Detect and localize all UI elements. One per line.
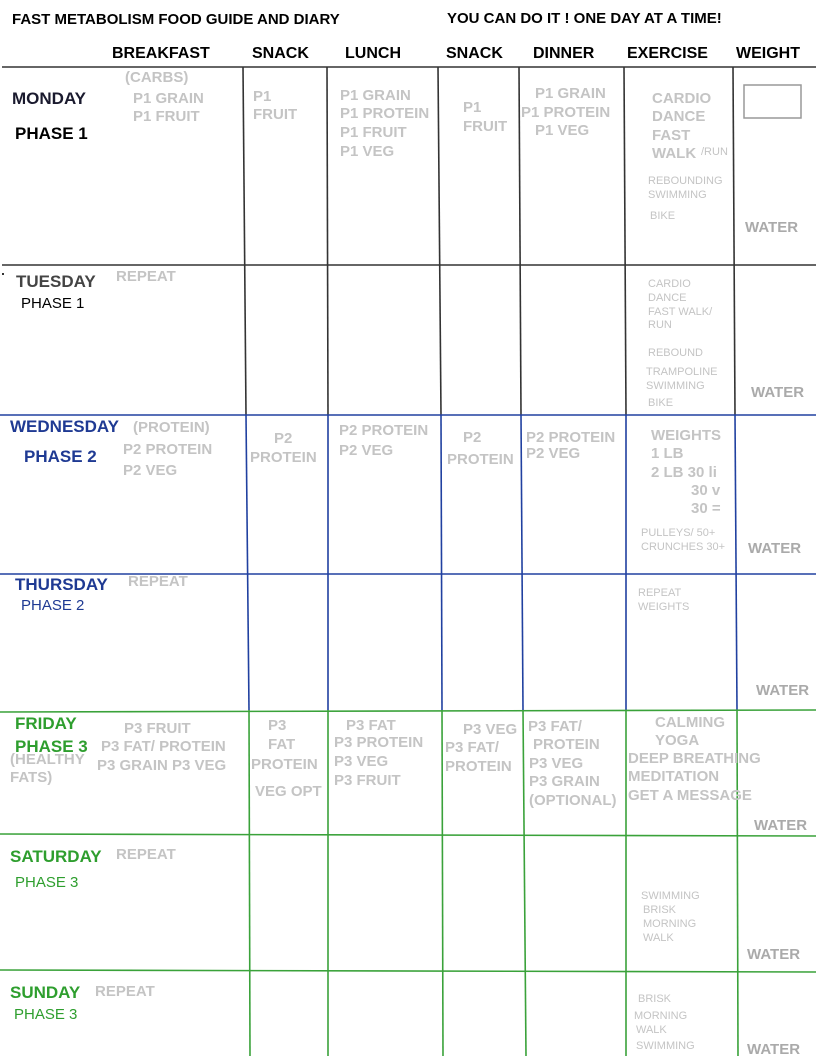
day-label-wednesday: WEDNESDAY — [10, 417, 119, 436]
friday-exercise-item: GET A MESSAGE — [628, 787, 752, 804]
day-label-monday: MONDAY — [12, 89, 86, 108]
tuesday-exercise-item: BIKE — [648, 397, 674, 409]
friday-dinner-item: P3 VEG — [529, 755, 584, 772]
friday-breakfast-item: P3 FAT/ PROTEIN — [101, 738, 226, 755]
friday-dinner-item: P3 FAT/ — [528, 718, 582, 735]
phase-label-friday: PHASE 3 — [15, 737, 88, 756]
monday-exercise-item: WALK — [652, 145, 697, 162]
friday-breakfast-item: P3 FRUIT — [124, 720, 191, 737]
phase-label-monday: PHASE 1 — [15, 124, 88, 143]
phase-label-wednesday: PHASE 2 — [24, 447, 97, 466]
phase2-grid-lines — [0, 415, 816, 710]
phase-label-sunday: PHASE 3 — [14, 1006, 78, 1023]
wednesday-exercise-item: 2 LB 30 li — [651, 464, 717, 481]
monday-lunch-item: P1 PROTEIN — [340, 105, 430, 122]
monday-breakfast-item: P1 GRAIN — [133, 90, 204, 107]
monday-snack2-item: P1 — [463, 99, 482, 116]
sunday-repeat: REPEAT — [95, 983, 155, 1000]
friday-lunch-item: P3 PROTEIN — [334, 734, 424, 751]
wednesday-exercise-item: 30 = — [691, 500, 721, 517]
friday-dinner-item: PROTEIN — [533, 736, 600, 753]
day-label-sunday: SUNDAY — [10, 983, 81, 1002]
wednesday-exercise-item: 30 v — [691, 482, 721, 499]
wednesday-water-label: WATER — [748, 540, 802, 557]
monday-exercise-item: /RUN — [701, 146, 728, 158]
monday-lunch-item: P1 GRAIN — [340, 87, 411, 104]
wednesday-breakfast-note: (PROTEIN) — [133, 419, 210, 436]
friday-exercise-item: DEEP BREATHING — [628, 750, 761, 767]
wednesday-lunch-item: P2 PROTEIN — [339, 422, 429, 439]
friday-lunch-item: P3 VEG — [334, 753, 389, 770]
monday-dinner-item: P1 VEG — [535, 122, 590, 139]
monday-exercise-item: SWIMMING — [648, 189, 707, 201]
monday-exercise-item: CARDIO — [652, 90, 712, 107]
friday-lunch-item: P3 FRUIT — [334, 772, 401, 789]
friday-snack2-item: P3 FAT/ — [445, 739, 499, 756]
saturday-exercise-item: SWIMMING — [641, 890, 700, 902]
friday-snack2-item: P3 VEG — [463, 721, 518, 738]
friday-lunch-item: P3 FAT — [346, 717, 396, 734]
weight-entry-box — [744, 85, 801, 118]
wednesday-snack2-item: PROTEIN — [447, 451, 514, 468]
tuesday-exercise-item: DANCE — [648, 292, 687, 304]
phase-label-tuesday: PHASE 1 — [21, 295, 85, 312]
friday-snack1-item: PROTEIN — [251, 756, 318, 773]
monday-exercise-item: FAST — [652, 127, 691, 144]
page-title: FAST METABOLISM FOOD GUIDE AND DIARY — [12, 11, 340, 28]
col-header-lunch: LUNCH — [345, 45, 401, 62]
friday-breakfast-note: (HEALTHY — [10, 751, 85, 768]
col-header-dinner: DINNER — [533, 45, 595, 62]
friday-exercise-item: YOGA — [655, 732, 700, 749]
friday-snack1-item: FAT — [268, 736, 296, 753]
tuesday-repeat: REPEAT — [116, 268, 176, 285]
monday-exercise-item: REBOUNDING — [648, 175, 723, 187]
col-header-weight: WEIGHT — [736, 45, 800, 62]
tuesday-exercise-item: REBOUND — [648, 347, 704, 359]
wednesday-snack1-item: PROTEIN — [250, 449, 317, 466]
wednesday-breakfast-item: P2 VEG — [123, 462, 178, 479]
saturday-water-label: WATER — [747, 946, 801, 963]
tuesday-exercise-item: CARDIO — [648, 278, 691, 290]
wednesday-snack1-item: P2 — [274, 430, 293, 447]
sunday-exercise-item: BRISK — [638, 993, 672, 1005]
day-label-thursday: THURSDAY — [15, 575, 108, 594]
thursday-repeat: REPEAT — [128, 573, 188, 590]
monday-snack1-item: FRUIT — [253, 106, 298, 123]
sunday-exercise-item: SWIMMING — [636, 1040, 695, 1052]
saturday-exercise-item: BRISK — [643, 904, 677, 916]
wednesday-lunch-item: P2 VEG — [339, 442, 394, 459]
wednesday-exercise-item: CRUNCHES 30+ — [641, 541, 726, 553]
sunday-exercise-item: MORNING — [634, 1010, 688, 1022]
friday-water-label: WATER — [754, 817, 808, 834]
friday-exercise-item: MEDITATION — [628, 768, 720, 785]
col-header-breakfast: BREAKFAST — [112, 45, 210, 62]
day-label-saturday: SATURDAY — [10, 847, 102, 866]
monday-snack1-item: P1 — [253, 88, 272, 105]
wednesday-exercise-item: PULLEYS/ 50+ — [641, 527, 716, 539]
monday-exercise-item: BIKE — [650, 210, 676, 222]
friday-snack2-item: PROTEIN — [445, 758, 512, 775]
motto: YOU CAN DO IT ! ONE DAY AT A TIME! — [447, 10, 722, 27]
tuesday-water-label: WATER — [751, 384, 805, 401]
wednesday-exercise-item: 1 LB — [651, 445, 684, 462]
friday-dinner-item: P3 GRAIN — [529, 773, 600, 790]
friday-dinner-item: (OPTIONAL) — [529, 792, 617, 809]
wednesday-breakfast-item: P2 PROTEIN — [123, 441, 213, 458]
monday-breakfast-note: (CARBS) — [125, 69, 189, 86]
sunday-water-label: WATER — [747, 1041, 801, 1058]
friday-snack1-item: VEG OPT — [255, 783, 322, 800]
monday-dinner-item: P1 GRAIN — [535, 85, 606, 102]
saturday-repeat: REPEAT — [116, 846, 176, 863]
thursday-water-label: WATER — [756, 682, 810, 699]
friday-snack1-item: P3 — [268, 717, 287, 734]
wednesday-dinner-item: P2 PROTEIN — [526, 429, 616, 446]
thursday-exercise-item: WEIGHTS — [638, 601, 690, 613]
tuesday-exercise-item: RUN — [648, 319, 672, 331]
phase-label-thursday: PHASE 2 — [21, 597, 85, 614]
monday-breakfast-item: P1 FRUIT — [133, 108, 200, 125]
monday-exercise-item: DANCE — [652, 108, 706, 125]
saturday-exercise-item: MORNING — [643, 918, 697, 930]
monday-dinner-item: P1 PROTEIN — [521, 104, 611, 121]
wednesday-snack2-item: P2 — [463, 429, 482, 446]
phase-label-saturday: PHASE 3 — [15, 874, 79, 891]
thursday-exercise-item: REPEAT — [638, 587, 682, 599]
col-header-exercise: EXERCISE — [627, 45, 708, 62]
monday-snack2-item: FRUIT — [463, 118, 508, 135]
wednesday-exercise-item: WEIGHTS — [651, 427, 721, 444]
wednesday-dinner-item: P2 VEG — [526, 445, 581, 462]
monday-lunch-item: P1 VEG — [340, 143, 395, 160]
tuesday-exercise-item: SWIMMING — [646, 380, 705, 392]
col-header-snack-2: SNACK — [446, 45, 503, 62]
friday-breakfast-item: P3 GRAIN P3 VEG — [97, 757, 227, 774]
day-label-tuesday: TUESDAY — [16, 272, 96, 291]
tuesday-exercise-item: TRAMPOLINE — [646, 366, 718, 378]
monday-water-label: WATER — [745, 219, 799, 236]
saturday-exercise-item: WALK — [643, 932, 674, 944]
day-label-friday: FRIDAY — [15, 714, 77, 733]
monday-lunch-item: P1 FRUIT — [340, 124, 407, 141]
friday-breakfast-note: FATS) — [10, 769, 53, 786]
sunday-exercise-item: WALK — [636, 1024, 667, 1036]
friday-exercise-item: CALMING — [655, 714, 725, 731]
tuesday-exercise-item: FAST WALK/ — [648, 306, 713, 318]
col-header-snack-1: SNACK — [252, 45, 309, 62]
